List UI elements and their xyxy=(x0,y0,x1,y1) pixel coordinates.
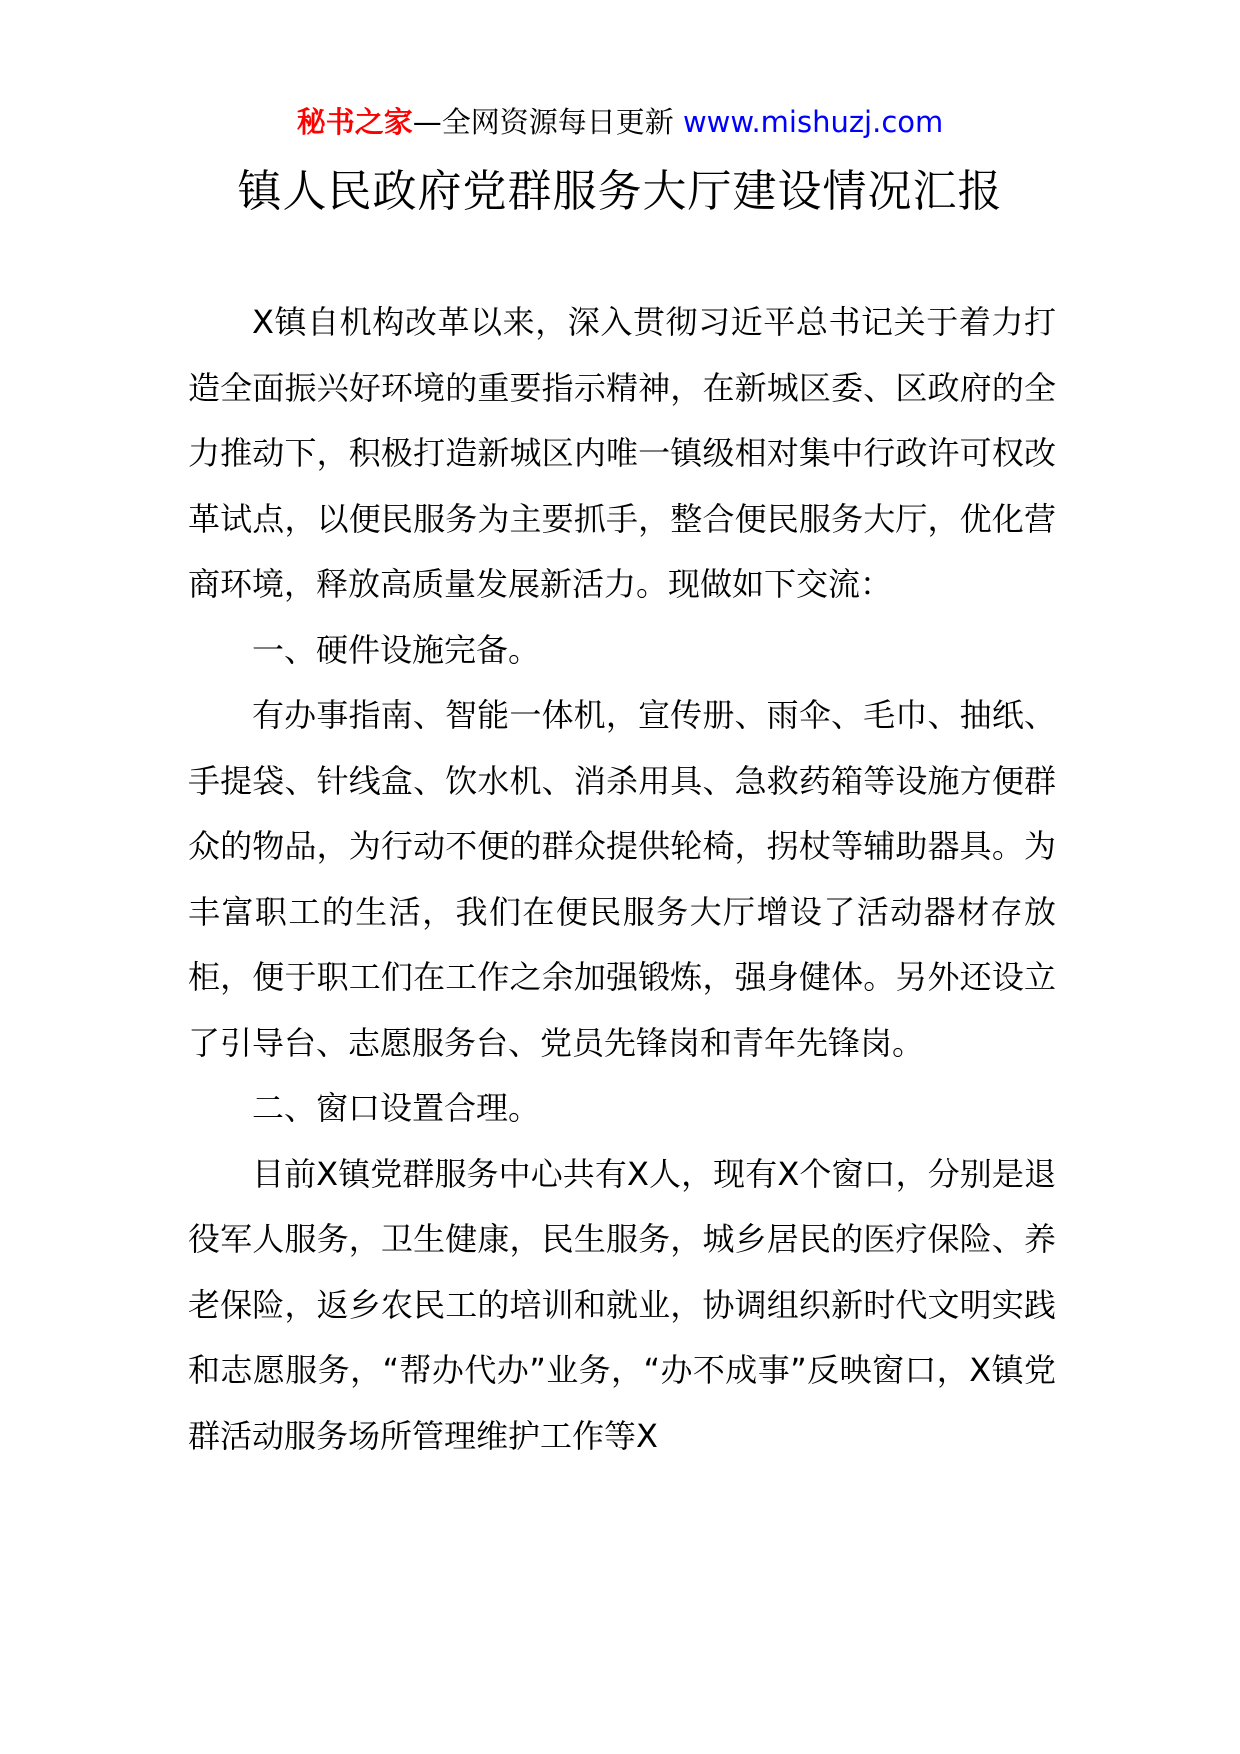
header-tagline: —全网资源每日更新 xyxy=(412,105,674,139)
brand-name: 秘书之家 xyxy=(296,105,413,139)
paragraph-facilities: 有办事指南、智能一体机，宣传册、雨伞、毛巾、抽纸、手提袋、针线盒、饮水机、消杀用具、急救药箱等设施方便群众的物品，为行动不便的群众提供轮椅，拐杖等辅助器具。为丰富职工的生活，我们在便民服务大厅增设了活动器材存放柜，便于职工们在工作之余加强锻炼，强身健体。另外还设立了引导台、志愿服务台、党员先锋岗和青年先锋岗。 xyxy=(188,696,1056,1062)
paragraph-windows: 目前X镇党群服务中心共有X人，现有X个窗口，分别是退役军人服务，卫生健康，民生服务，城乡居民的医疗保险、养老保险，返乡农民工的培训和就业，协调组织新时代文明实践和志愿服务，“帮办代办”业务，“办不成事”反映窗口，X镇党群活动服务场所管理维护工作等X xyxy=(188,1154,1056,1455)
site-url-link[interactable]: www.mishuzj.com xyxy=(682,105,944,139)
document-body xyxy=(188,290,1056,1469)
paragraph-intro: X镇自机构改革以来，深入贯彻习近平总书记关于着力打造全面振兴好环境的重要指示精神，在新城区委、区政府的全力推动下，积极打造新城区内唯一镇级相对集中行政许可权改革试点，以便民服务为主要抓手，整合便民服务大厅，优化营商环境，释放高质量发展新活力。现做如下交流： xyxy=(188,303,1056,603)
section-heading-1: 一、硬件设施完备。 xyxy=(252,630,541,669)
section-heading-2: 二、窗口设置合理。 xyxy=(252,1089,541,1127)
document-title: 镇人民政府党群服务大厅建设情况汇报 xyxy=(237,166,1003,217)
site-header xyxy=(0,102,1240,142)
